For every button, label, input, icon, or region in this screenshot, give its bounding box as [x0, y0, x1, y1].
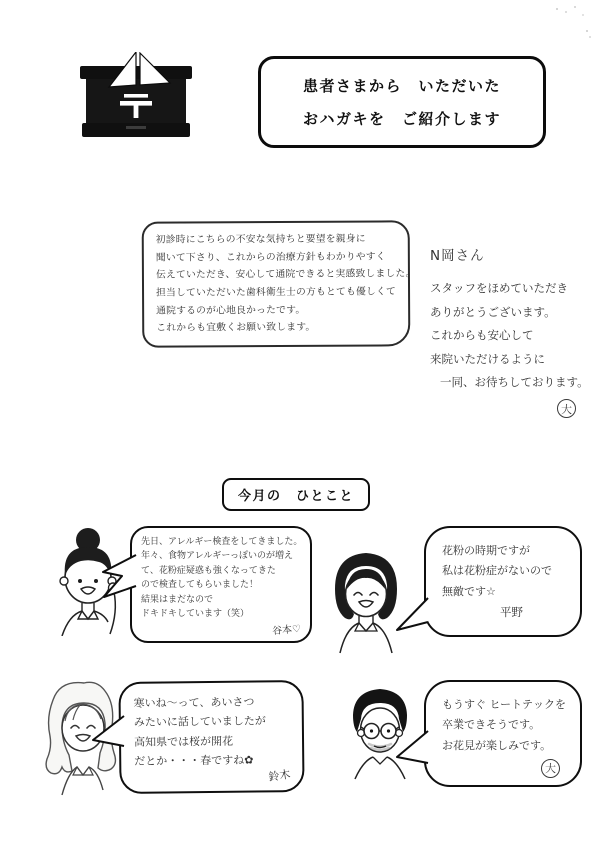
- header-line-1: 患者さまから いただいた: [302, 78, 501, 95]
- comment-bubble-hirano: [424, 526, 582, 637]
- comment-line: もうすぐ ヒートテックを: [442, 698, 567, 711]
- comment-signature: 平野: [500, 605, 523, 620]
- bubble-tail: [101, 552, 137, 600]
- postcard-line: 通院するのが心地良かったです。: [156, 304, 306, 317]
- reply-line: 一同、お待ちしております。: [440, 375, 589, 390]
- comment-signature-row: [442, 757, 564, 778]
- circled-initial-stamp: 大: [557, 399, 576, 418]
- comment-line: 年々、食物アレルギーっぽいのが増え: [141, 551, 294, 562]
- comment-line: て、花粉症疑惑も強くなってきた: [141, 565, 276, 576]
- avatar-woman-bob-hair-icon: [326, 550, 406, 654]
- comment-line: 寒いね〜って、あいさつ: [133, 695, 255, 710]
- reply-line: これからも安心して: [430, 328, 534, 343]
- comment-line: 先日、アレルギー検査をしてきました。: [141, 537, 303, 547]
- comment-line: お花見が楽しみです。: [442, 738, 552, 752]
- comment-line: だとか・・・春ですね✿: [134, 753, 254, 768]
- reply-line: 来院いただけるように: [430, 351, 545, 366]
- postcard-line: 伝えていただき、安心して通院できると実感致しました。: [155, 268, 416, 281]
- bubble-tail: [395, 729, 429, 773]
- circled-initial-stamp: 大: [541, 759, 560, 778]
- comment-signature: 谷本♡: [271, 623, 302, 638]
- comment-line: 卒業できそうです。: [442, 718, 541, 732]
- comment-line: みたいに話していましたが: [133, 714, 266, 730]
- postcard-line: 初診時にこちらの不安な気持ちと要望を親身に: [155, 233, 366, 246]
- reply-line: ありがとうございます。: [430, 304, 556, 319]
- section-title: 今月の ひとこと: [237, 488, 354, 503]
- bubble-tail: [395, 596, 429, 640]
- comment-line: 私は花粉症がないので: [442, 564, 552, 578]
- comment-line: ドキドキしています（笑）: [141, 608, 250, 619]
- comment-line: ので検査してもらいました！: [141, 580, 259, 591]
- comment-line: 結果はまだなので: [141, 594, 214, 605]
- reply-salutation: N岡さん: [430, 248, 485, 264]
- comment-bubble-dai: [424, 680, 582, 787]
- header-intro-box: [258, 56, 546, 148]
- postbox-icon: [76, 52, 196, 144]
- bubble-tail: [91, 714, 125, 758]
- comment-line: 花粉の時期ですが: [442, 544, 530, 557]
- scan-artifact: [556, 8, 558, 10]
- scan-artifact: [586, 30, 588, 32]
- staff-reply-note: [430, 244, 592, 418]
- section-title-box: [222, 478, 370, 511]
- postcard-line: 担当していただいた歯科衛生士の方もとても優しくて: [156, 286, 397, 299]
- reply-stamp-row: [430, 398, 592, 419]
- comment-bubble-tanimoto: [130, 526, 312, 643]
- comment-line: 無敵です☆: [442, 584, 496, 598]
- comment-signature: 鈴木: [267, 767, 292, 784]
- postcard-line: これからも宜敷くお願い致します。: [156, 321, 316, 334]
- header-line-2: おハガキを ご紹介します: [302, 111, 501, 128]
- comment-bubble-suzuki: [118, 680, 304, 794]
- patient-postcard: [142, 220, 416, 347]
- postcard-line: 聞いて下さり、これからの治療方針もわかりやすく: [155, 251, 386, 264]
- comment-line: 高知県では桜が開花: [133, 734, 234, 749]
- reply-line: スタッフをほめていただき: [430, 281, 568, 295]
